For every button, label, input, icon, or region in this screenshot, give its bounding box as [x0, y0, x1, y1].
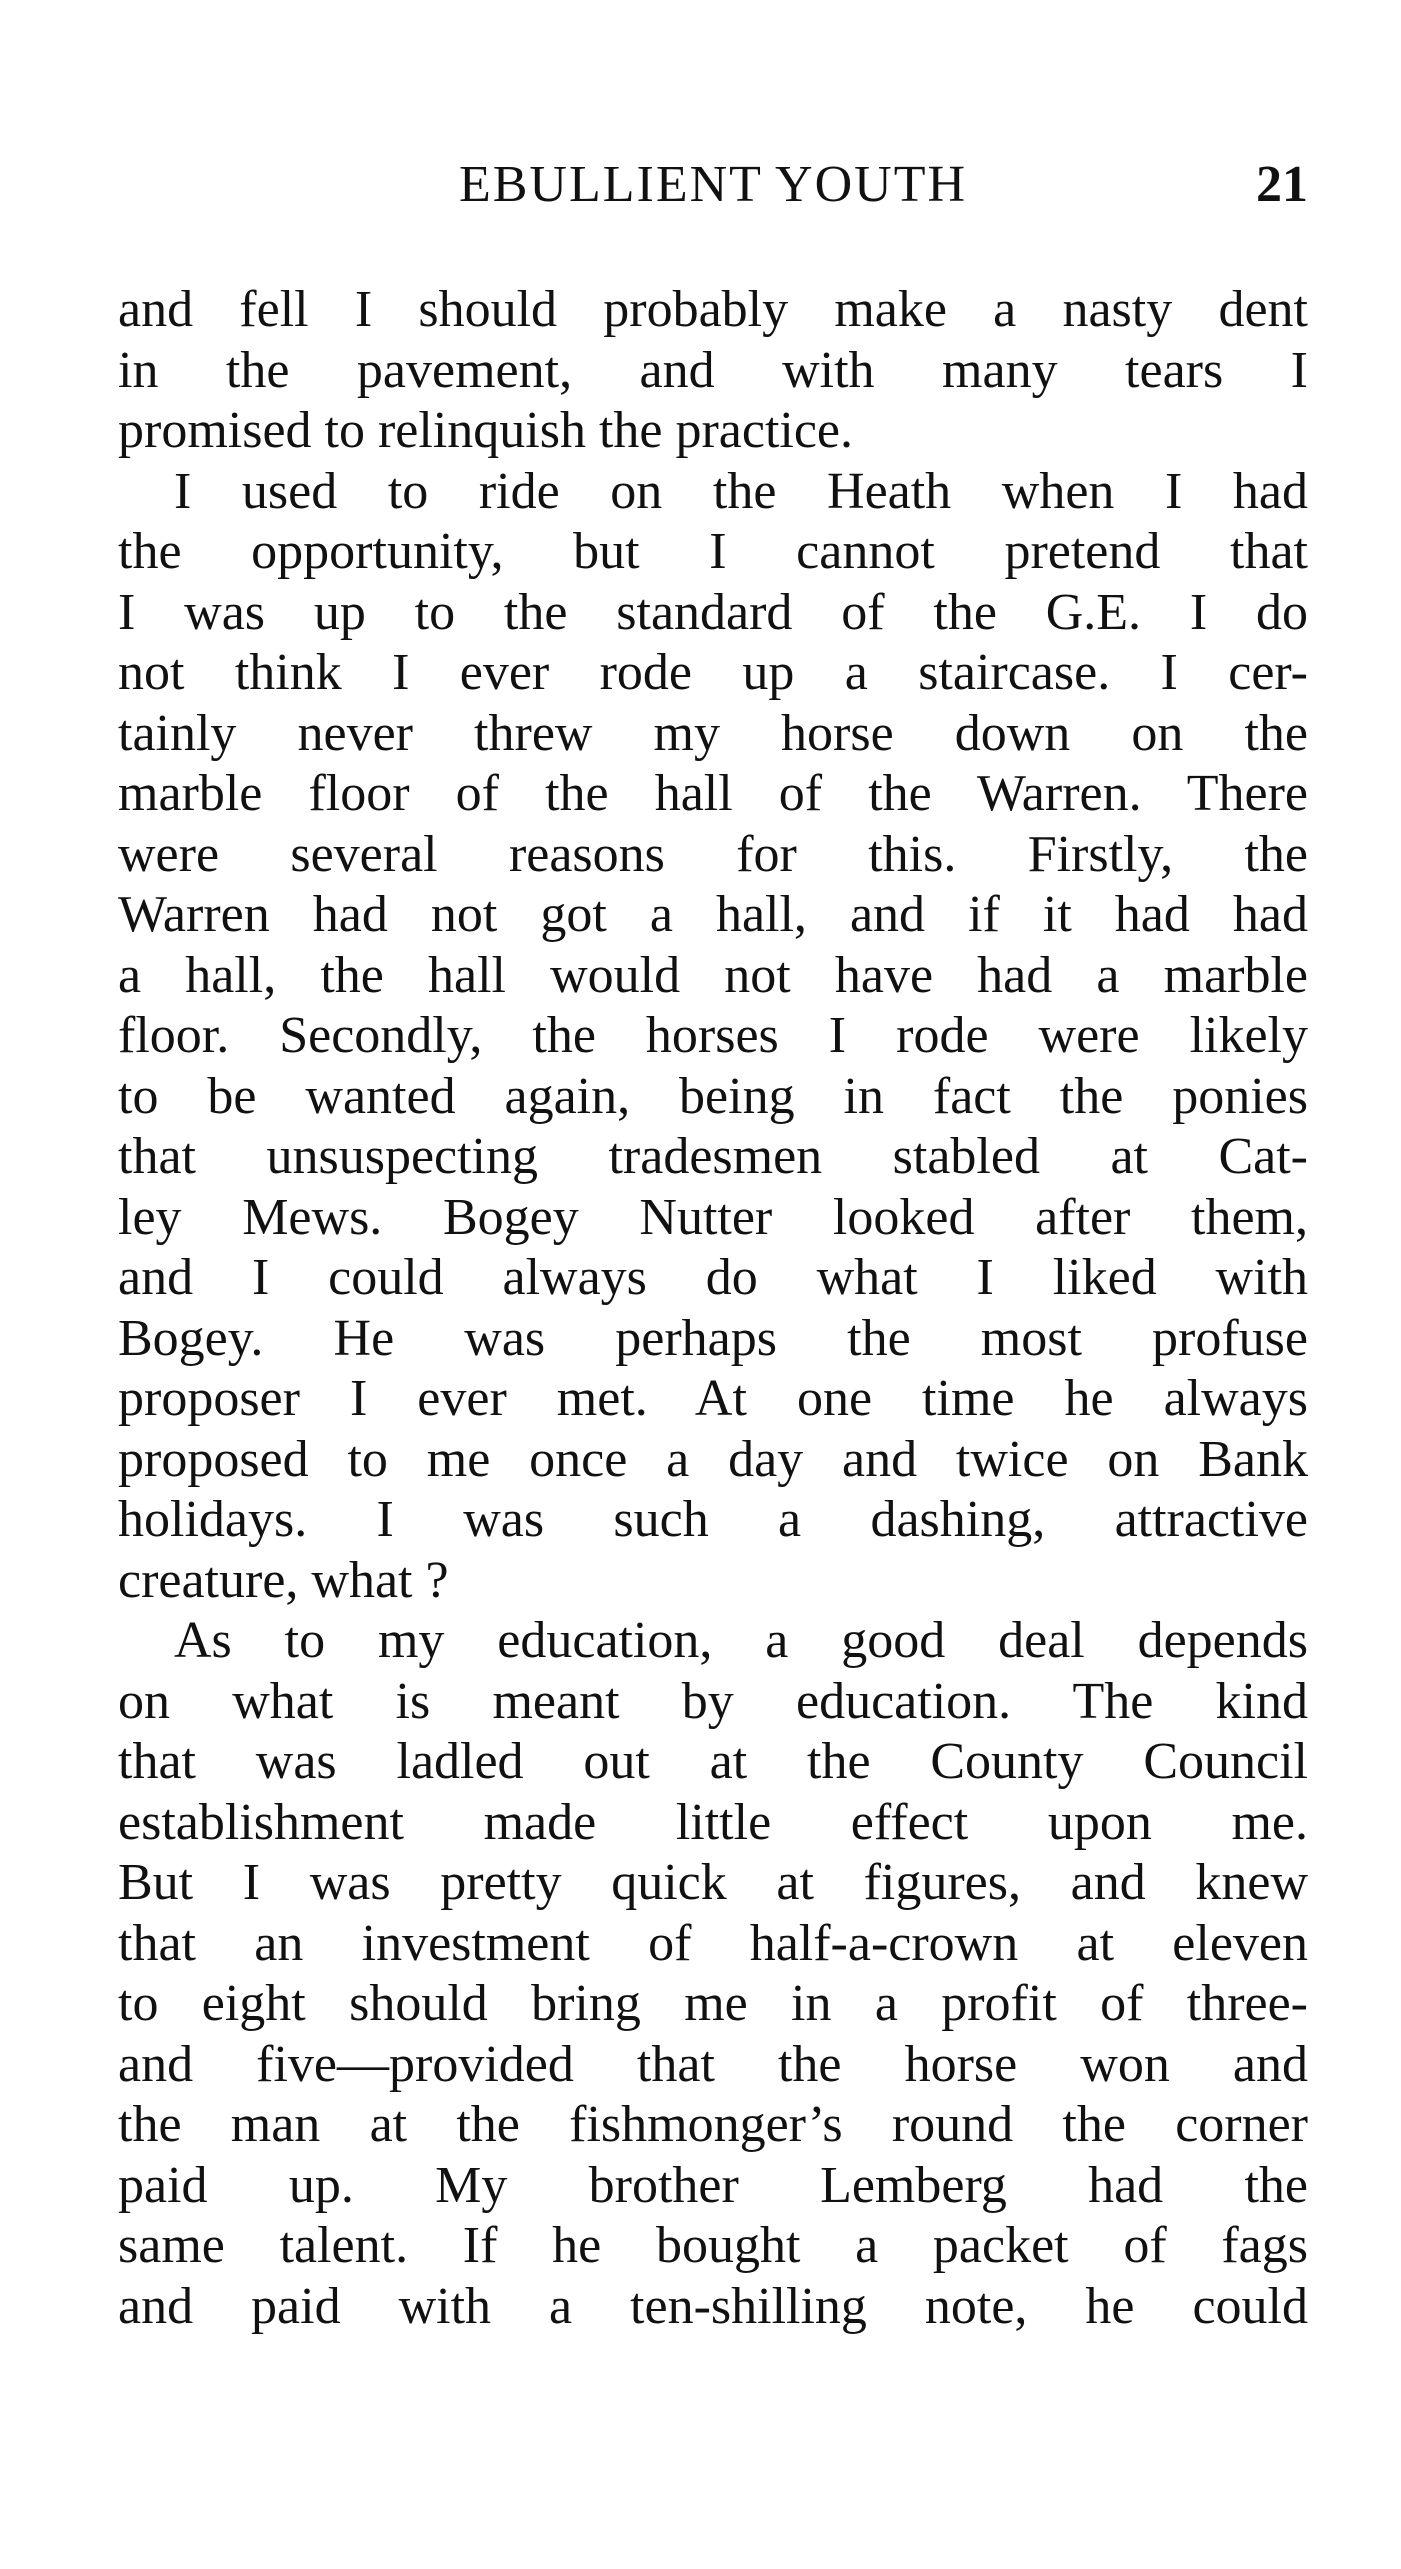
- running-head: [118, 150, 1308, 220]
- text-line: I used to ride on the Heath when I had: [174, 462, 1308, 520]
- text-line: and I could always do what I liked with: [118, 1249, 1308, 1306]
- text-line: and five—provided that the horse won and: [118, 2035, 1308, 2093]
- text-line: that unsuspecting tradesmen stabled at Cat-: [118, 1128, 1308, 1185]
- text-line: holidays. I was such a dashing, attractive: [118, 1491, 1308, 1548]
- text-line: in the pavement, and with many tears I: [118, 341, 1308, 399]
- text-line: As to my education, a good deal depends: [174, 1612, 1308, 1669]
- text-line: to be wanted again, being in fact the ponies: [118, 1067, 1308, 1125]
- text-line: on what is meant by education. The kind: [118, 1672, 1308, 1730]
- text-line: the opportunity, but I cannot pretend that: [118, 523, 1308, 580]
- running-title: EBULLIENT YOUTH: [458, 156, 968, 213]
- text-line: and paid with a ten-shilling note, he could: [118, 2277, 1308, 2335]
- text-line: ley Mews. Bogey Nutter looked after them,: [118, 1188, 1308, 1246]
- text-line: promised to relinquish the practice.: [118, 402, 854, 459]
- text-line: marble floor of the hall of the Warren. There: [118, 765, 1308, 822]
- page-number: 21: [1256, 156, 1308, 213]
- text-line: that was ladled out at the County Council: [118, 1733, 1308, 1790]
- text-line: same talent. If he bought a packet of fags: [118, 2217, 1308, 2274]
- body-text: [118, 280, 1308, 2337]
- text-line: Bogey. He was perhaps the most profuse: [118, 1309, 1308, 1367]
- text-line: not think I ever rode up a staircase. I cer-: [118, 644, 1308, 701]
- text-line: paid up. My brother Lemberg had the: [118, 2156, 1308, 2214]
- text-line: the man at the fishmonger’s round the corner: [118, 2096, 1308, 2153]
- text-line: proposed to me once a day and twice on Bank: [118, 1430, 1308, 1488]
- text-line: establishment made little effect upon me.: [118, 1793, 1308, 1851]
- text-line: a hall, the hall would not have had a marble: [118, 946, 1308, 1004]
- text-line: creature, what ?: [118, 1551, 449, 1609]
- text-line: that an investment of half-a-crown at eleven: [118, 1914, 1308, 1972]
- text-line: But I was pretty quick at figures, and knew: [118, 1854, 1308, 1911]
- text-line: to eight should bring me in a profit of three-: [118, 1975, 1308, 2032]
- text-line: and fell I should probably make a nasty dent: [118, 281, 1308, 338]
- text-line: floor. Secondly, the horses I rode were likely: [118, 1007, 1308, 1064]
- text-line: tainly never threw my horse down on the: [118, 704, 1308, 762]
- text-line: Warren had not got a hall, and if it had had: [118, 886, 1308, 943]
- text-line: I was up to the standard of the G.E. I do: [118, 583, 1308, 641]
- text-line: proposer I ever met. At one time he always: [118, 1370, 1308, 1427]
- text-line: were several reasons for this. Firstly, the: [118, 825, 1308, 883]
